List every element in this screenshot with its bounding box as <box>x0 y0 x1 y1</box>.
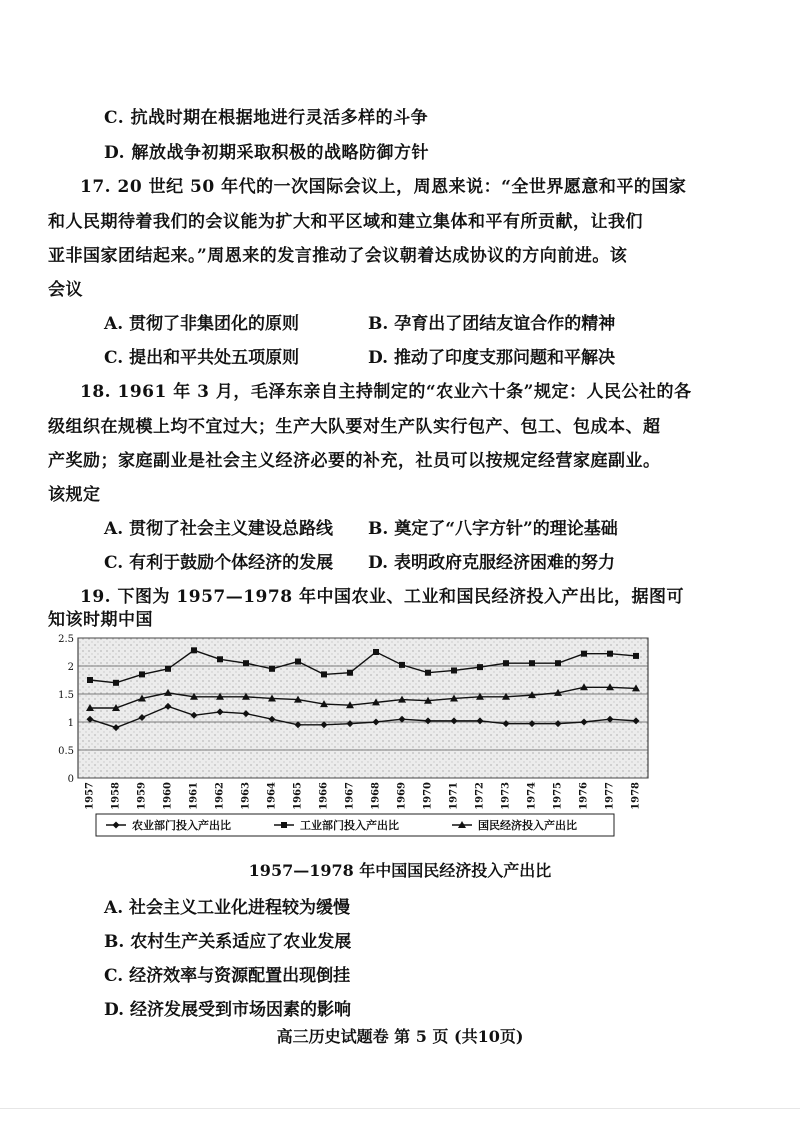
x-tick-label: 1976 <box>578 782 590 810</box>
x-tick-label: 1970 <box>422 782 434 810</box>
bottom-divider <box>0 1108 800 1109</box>
data-point-square <box>321 671 327 677</box>
q18-stem-line: 级组织在规模上均不宜过大；生产大队要对生产队实行包产、包工、包成本、超 <box>48 417 661 437</box>
q19-stem-line: 19. 下图为 1957—1978 年中国农业、工业和国民经济投入产出比，据图可 <box>80 587 684 607</box>
q19-option-d: D. 经济发展受到市场因素的影响 <box>104 1000 351 1020</box>
q17-stem-line: 和人民期待着我们的会议能为扩大和平区域和建立集体和平有所贡献，让我们 <box>48 212 643 232</box>
q19-stem-line: 知该时期中国 <box>48 610 153 630</box>
chart-title: 1957—1978 年中国国民经济投入产出比 <box>248 861 552 880</box>
data-point-square <box>373 649 379 655</box>
prev-option-d: D. 解放战争初期采取积极的战略防御方针 <box>104 143 429 163</box>
x-tick-label: 1961 <box>188 782 200 810</box>
data-point-square <box>139 671 145 677</box>
x-tick-label: 1971 <box>448 782 460 810</box>
y-tick-label: 2.5 <box>58 634 74 645</box>
q17-stem-line: 17. 20 世纪 50 年代的一次国际会议上，周恩来说：“全世界愿意和平的国家 <box>80 177 687 197</box>
data-point-square <box>477 664 483 670</box>
legend-label: 工业部门投入产出比 <box>300 819 399 832</box>
legend-label: 国民经济投入产出比 <box>478 819 577 832</box>
data-point-square <box>243 660 249 666</box>
data-point-square <box>87 677 93 683</box>
y-tick-label: 2 <box>67 662 74 673</box>
q19-option-a: A. 社会主义工业化进程较为缓慢 <box>104 898 351 918</box>
legend-label: 农业部门投入产出比 <box>132 819 231 832</box>
q17-stem-line: 会议 <box>48 280 83 300</box>
x-tick-label: 1975 <box>552 782 564 810</box>
data-point-square <box>269 666 275 672</box>
x-tick-label: 1963 <box>240 782 252 810</box>
data-point-square <box>503 660 509 666</box>
q18-option-d: D. 表明政府克服经济困难的努力 <box>368 553 615 573</box>
x-tick-label: 1974 <box>526 782 538 810</box>
q18-stem-line: 该规定 <box>48 485 101 505</box>
q17-stem-line: 亚非国家团结起来。”周恩来的发言推动了会议朝着达成协议的方向前进。该 <box>48 246 628 266</box>
page-footer: 高三历史试题卷 第 5 页 (共10页) <box>276 1027 524 1046</box>
y-tick-label: 0 <box>67 774 74 785</box>
x-tick-label: 1966 <box>318 782 330 810</box>
x-tick-label: 1973 <box>500 782 512 810</box>
legend-marker-square <box>281 822 287 828</box>
data-point-square <box>217 656 223 662</box>
q17-option-d: D. 推动了印度支那问题和平解决 <box>368 348 615 368</box>
y-tick-label: 1.5 <box>58 690 74 701</box>
y-tick-label: 0.5 <box>58 746 74 757</box>
q17-option-b: B. 孕育出了团结友谊合作的精神 <box>368 314 616 334</box>
data-point-square <box>555 660 561 666</box>
q18-stem-line: 产奖励；家庭副业是社会主义经济必要的补充，社员可以按规定经营家庭副业。 <box>48 451 661 471</box>
prev-option-c: C. 抗战时期在根据地进行灵活多样的斗争 <box>104 108 429 128</box>
x-tick-label: 1972 <box>474 782 486 810</box>
x-tick-label: 1962 <box>214 782 226 810</box>
q17-option-a: A. 贯彻了非集团化的原则 <box>104 314 300 334</box>
data-point-square <box>295 659 301 665</box>
x-tick-label: 1965 <box>292 782 304 810</box>
data-point-square <box>581 651 587 657</box>
x-tick-label: 1960 <box>162 782 174 810</box>
q18-option-a: A. 贯彻了社会主义建设总路线 <box>104 519 334 539</box>
data-point-square <box>347 670 353 676</box>
data-point-square <box>529 660 535 666</box>
chart-svg <box>58 632 658 842</box>
q19-option-b: B. 农村生产关系适应了农业发展 <box>104 932 352 952</box>
x-tick-label: 1967 <box>344 782 356 810</box>
data-point-square <box>165 666 171 672</box>
x-tick-label: 1968 <box>370 782 382 810</box>
x-tick-label: 1969 <box>396 782 408 810</box>
data-point-square <box>113 680 119 686</box>
q17-option-c: C. 提出和平共处五项原则 <box>104 348 300 368</box>
q18-option-c: C. 有利于鼓励个体经济的发展 <box>104 553 334 573</box>
x-tick-label: 1957 <box>84 782 96 810</box>
data-point-square <box>607 651 613 657</box>
x-tick-label: 1959 <box>136 782 148 810</box>
io-ratio-chart <box>58 632 658 842</box>
y-tick-label: 1 <box>67 718 74 729</box>
data-point-square <box>633 653 639 659</box>
x-tick-label: 1977 <box>604 782 616 810</box>
x-tick-label: 1958 <box>110 782 122 810</box>
data-point-square <box>399 662 405 668</box>
q18-option-b: B. 奠定了“八字方针”的理论基础 <box>368 519 618 539</box>
x-tick-label: 1978 <box>630 782 642 810</box>
data-point-square <box>451 667 457 673</box>
q18-stem-line: 18. 1961 年 3 月，毛泽东亲自主持制定的“农业六十条”规定：人民公社的各 <box>80 382 692 402</box>
x-tick-label: 1964 <box>266 782 278 810</box>
data-point-square <box>425 670 431 676</box>
data-point-square <box>191 647 197 653</box>
q19-option-c: C. 经济效率与资源配置出现倒挂 <box>104 966 351 986</box>
